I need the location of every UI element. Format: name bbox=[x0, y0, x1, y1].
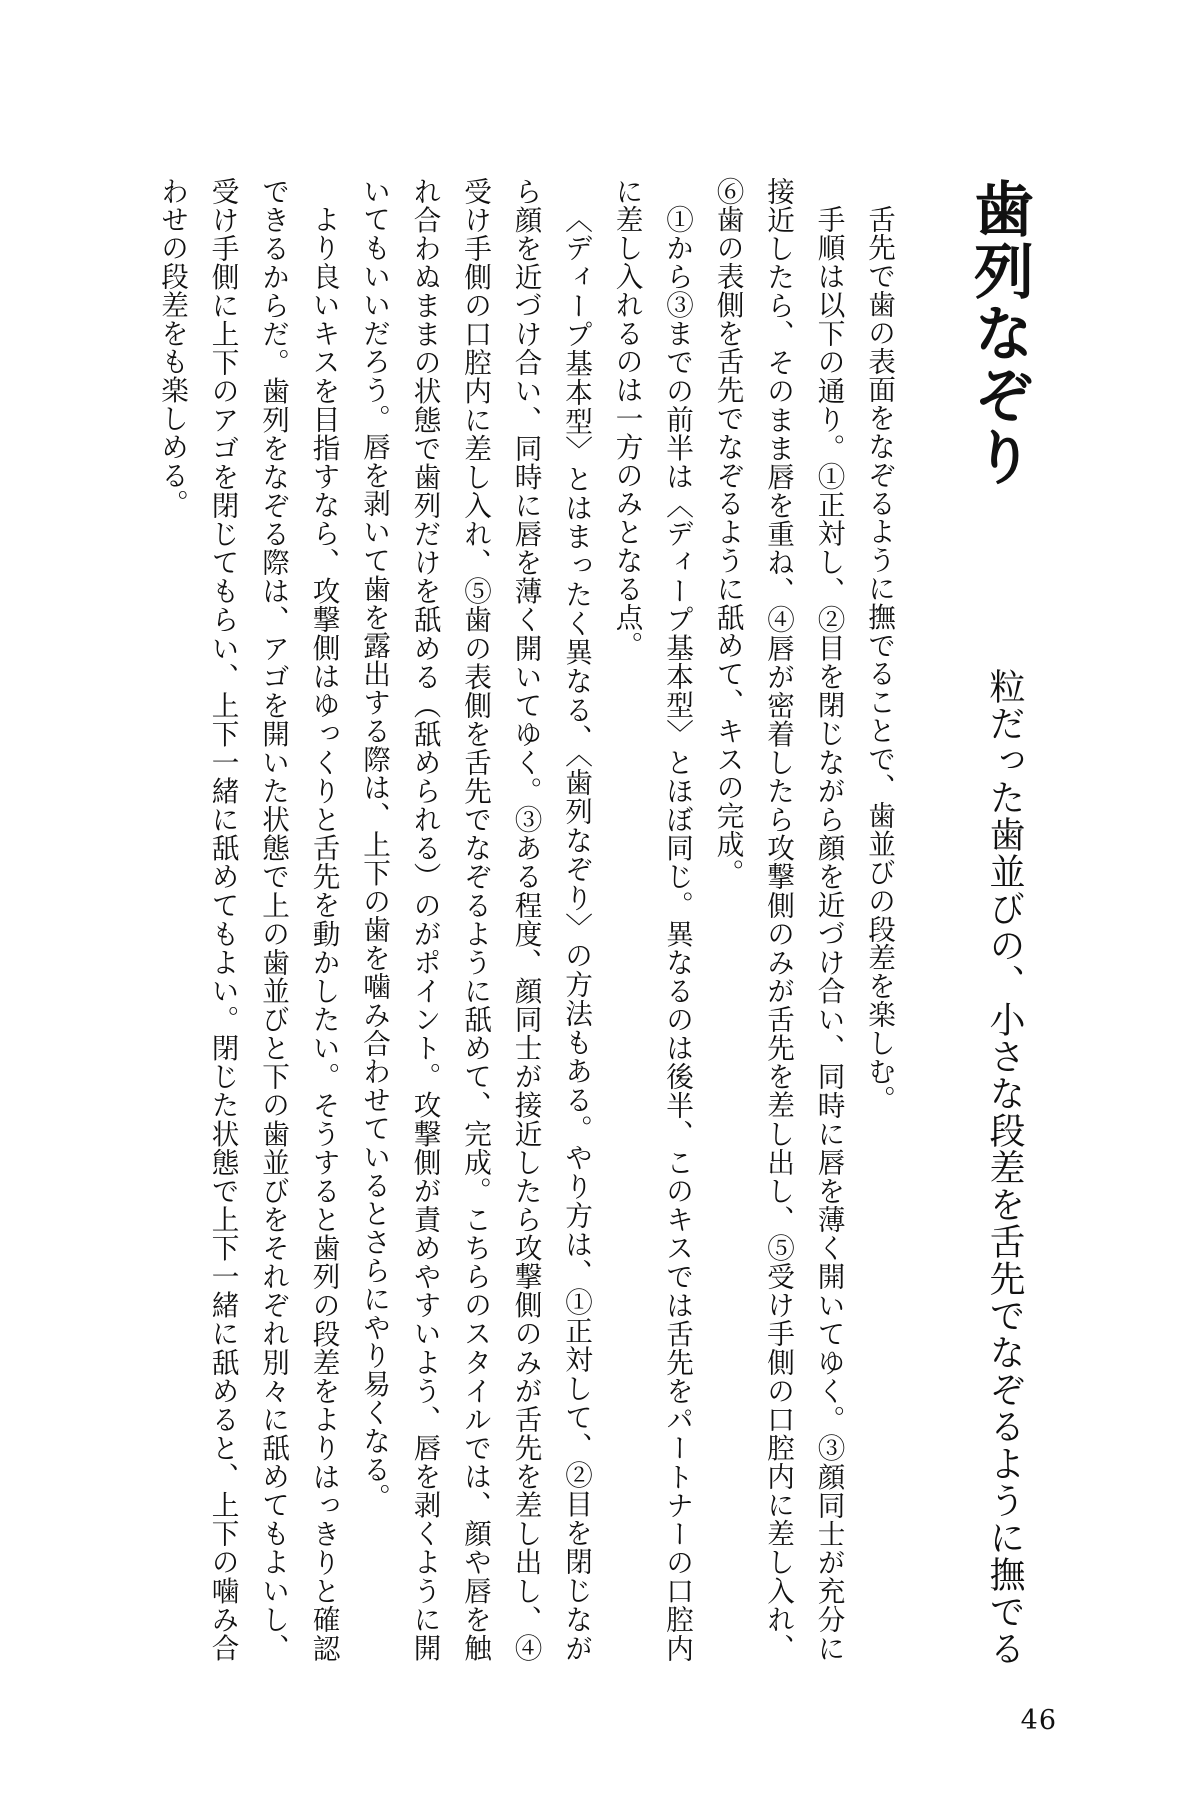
page-title: 歯列なぞり bbox=[964, 178, 1034, 488]
page-subtitle: 粒だった歯並びの、小さな段差を舌先でなぞるように撫でる bbox=[984, 668, 1025, 1667]
body-text bbox=[144, 177, 904, 1662]
paragraph: ①から③までの前半は〈ディープ基本型〉とほぼ同じ。異なるのは後半、このキスでは舌先をパートナーの口腔内に差し入れるのは一方のみとなる点。 bbox=[610, 177, 694, 1662]
page-number: 46 bbox=[1020, 1705, 1057, 1736]
paragraph: 〈ディープ基本型〉とはまったく異なる、〈歯列なぞり〉の方法もある。やり方は、①正対して、②目を閉じながら顔を近づけ合い、同時に唇を薄く開いてゆく。③ある程度、顔同士が接近したら攻撃側のみが舌先を差し出し、④受け手側の口腔内に差し入れ、⑤歯の表側を舌先でなぞるように舐めて、完成。こちらのスタイルでは、顔や唇を触れ合わぬままの状態で歯列だけを舐める（舐められる）のがポイント。攻撃側が責めやすいよう、唇を剥くように開いてもいいだろう。唇を剥いて歯を露出する際は、上下の歯を噛み合わせているとさらにやり易くなる。 bbox=[358, 177, 593, 1662]
paragraph: 舌先で歯の表面をなぞるように撫でることで、歯並びの段差を楽しむ。 bbox=[863, 204, 896, 1114]
paragraph: 手順は以下の通り。①正対し、②目を閉じながら顔を近づけ合い、同時に唇を薄く開いてゆく。③顔同士が充分に接近したら、そのまま唇を重ね、④唇が密着したら攻撃側のみが舌先を差し出し、⑤受け手側の口腔内に差し入れ、⑥歯の表側を舌先でなぞるように舐めて、キスの完成。 bbox=[711, 177, 846, 1662]
paragraph: より良いキスを目指すなら、攻撃側はゆっくりと舌先を動かしたい。そうすると歯列の段差をよりはっきりと確認できるからだ。歯列をなぞる際は、アゴを開いた状態で上の歯並びと下の歯並びをそれぞれ別々に舐めてもよいし、受け手側に上下のアゴを閉じてもらい、上下一緒に舐めてもよい。閉じた状態で上下一緒に舐めると、上下の噛み合わせの段差をも楽しめる。 bbox=[156, 177, 341, 1662]
